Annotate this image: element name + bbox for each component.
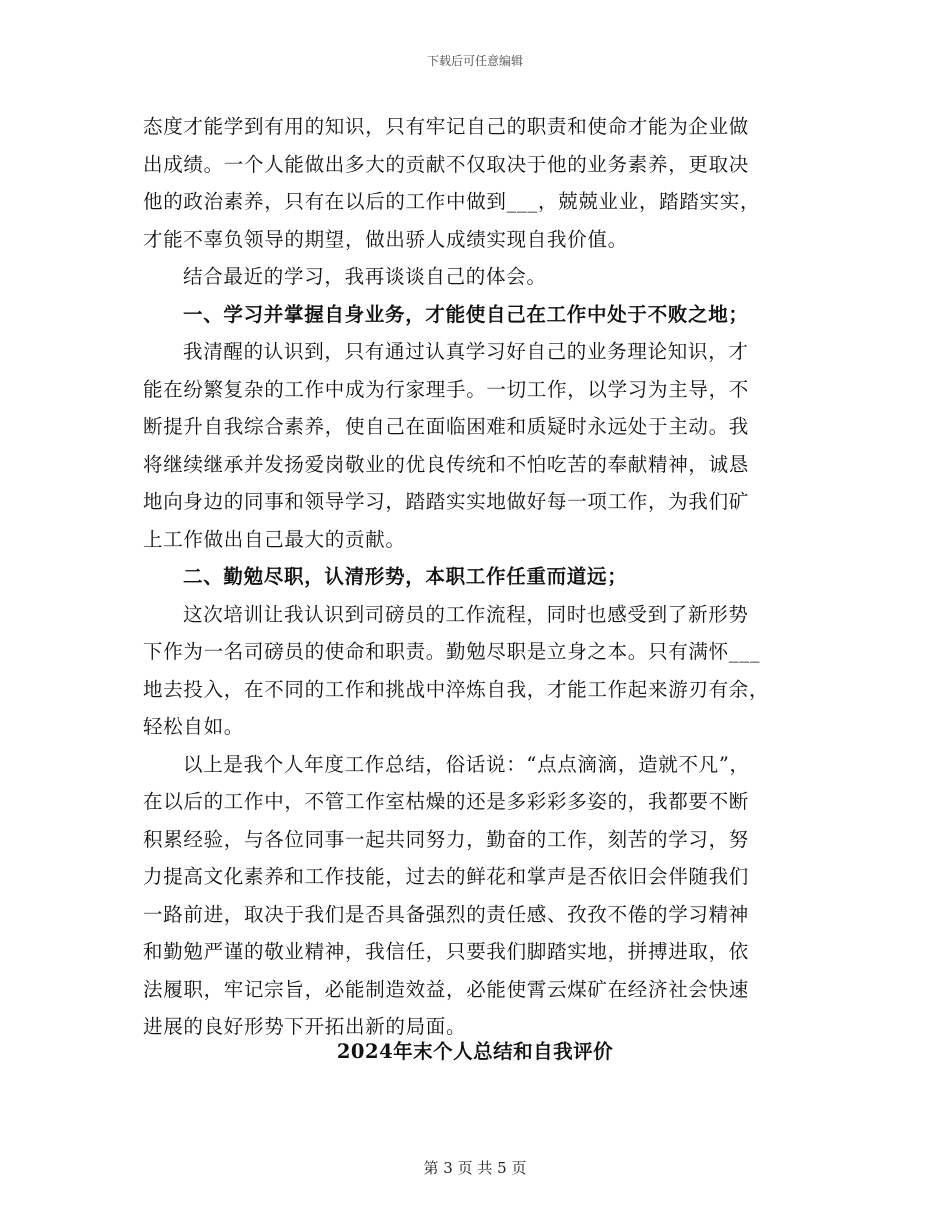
text-line: 法履职，牢记宗旨，必能制造效益，必能使霄云煤矿在经济社会快速 xyxy=(143,977,750,1001)
section-heading: 一、学习并掌握自身业务，才能使自己在工作中处于不败之地； xyxy=(183,302,749,326)
document-title: 2024年末个人总结和自我评价 xyxy=(336,1040,614,1063)
text-line: 能在纷繁复杂的工作中成为行家理手。一切工作，以学习为主导，不 xyxy=(143,377,750,401)
text-line: 结合最近的学习，我再谈谈自己的体会。 xyxy=(183,265,547,288)
text-line: 以上是我个人年度工作总结，俗话说：“点点滴滴，造就不凡”， xyxy=(183,752,750,776)
text-line: 这次培训让我认识到司磅员的工作流程，同时也感受到了新形势 xyxy=(183,602,749,626)
text-line: 轻松自如。 xyxy=(143,715,245,738)
text-line: 积累经验，与各位同事一起共同努力，勤奋的工作，刻苦的学习，努 xyxy=(143,827,750,851)
text-line: 将继续继承并发扬爱岗敬业的优良传统和不怕吃苦的奉献精神，诚恳 xyxy=(143,452,750,476)
text-line: 力提高文化素养和工作技能，过去的鲜花和掌声是否依旧会伴随我们 xyxy=(143,865,750,888)
text-line: 地去投入，在不同的工作和挑战中淬炼自我，才能工作起来游刃有余， xyxy=(143,677,770,701)
section-heading: 二、勤勉尽职，认清形势，本职工作任重而道远； xyxy=(183,565,628,588)
page-header: 下载后可任意编辑 xyxy=(426,54,523,68)
body-text xyxy=(143,108,807,1046)
text-line: 在以后的工作中，不管工作室枯燥的还是多彩彩多姿的，我都要不断 xyxy=(143,790,750,813)
text-line: 他的政治素养，只有在以后的工作中做到___，兢兢业业，踏踏实实， xyxy=(143,190,761,213)
page-footer: 第 3 页 共 5 页 xyxy=(423,1159,527,1177)
text-line: 一路前进，取决于我们是否具备强烈的责任感、孜孜不倦的学习精神 xyxy=(143,902,750,926)
text-line: 下作为一名司磅员的使命和职责。勤勉尽职是立身之本。只有满怀___ xyxy=(143,640,761,663)
text-line: 我清醒的认识到，只有通过认真学习好自己的业务理论知识，才 xyxy=(183,340,749,363)
text-line: 态度才能学到有用的知识，只有牢记自己的职责和使命才能为企业做 xyxy=(143,115,750,138)
text-line: 断提升自我综合素养，使自己在面临困难和质疑时永远处于主动。我 xyxy=(143,415,750,438)
text-line: 出成绩。一个人能做出多大的贡献不仅取决于他的业务素养，更取决 xyxy=(143,152,750,176)
text-line: 地向身边的同事和领导学习，踏踏实实地做好每一项工作，为我们矿 xyxy=(143,490,750,513)
text-line: 才能不辜负领导的期望，做出骄人成绩实现自我价值。 xyxy=(143,227,628,251)
text-line: 进展的良好形势下开拓出新的局面。 xyxy=(143,1015,467,1038)
text-line: 和勤勉严谨的敬业精神，我信任，只要我们脚踏实地，拼搏进取，依 xyxy=(143,940,750,963)
text-line: 上工作做出自己最大的贡献。 xyxy=(143,527,406,551)
